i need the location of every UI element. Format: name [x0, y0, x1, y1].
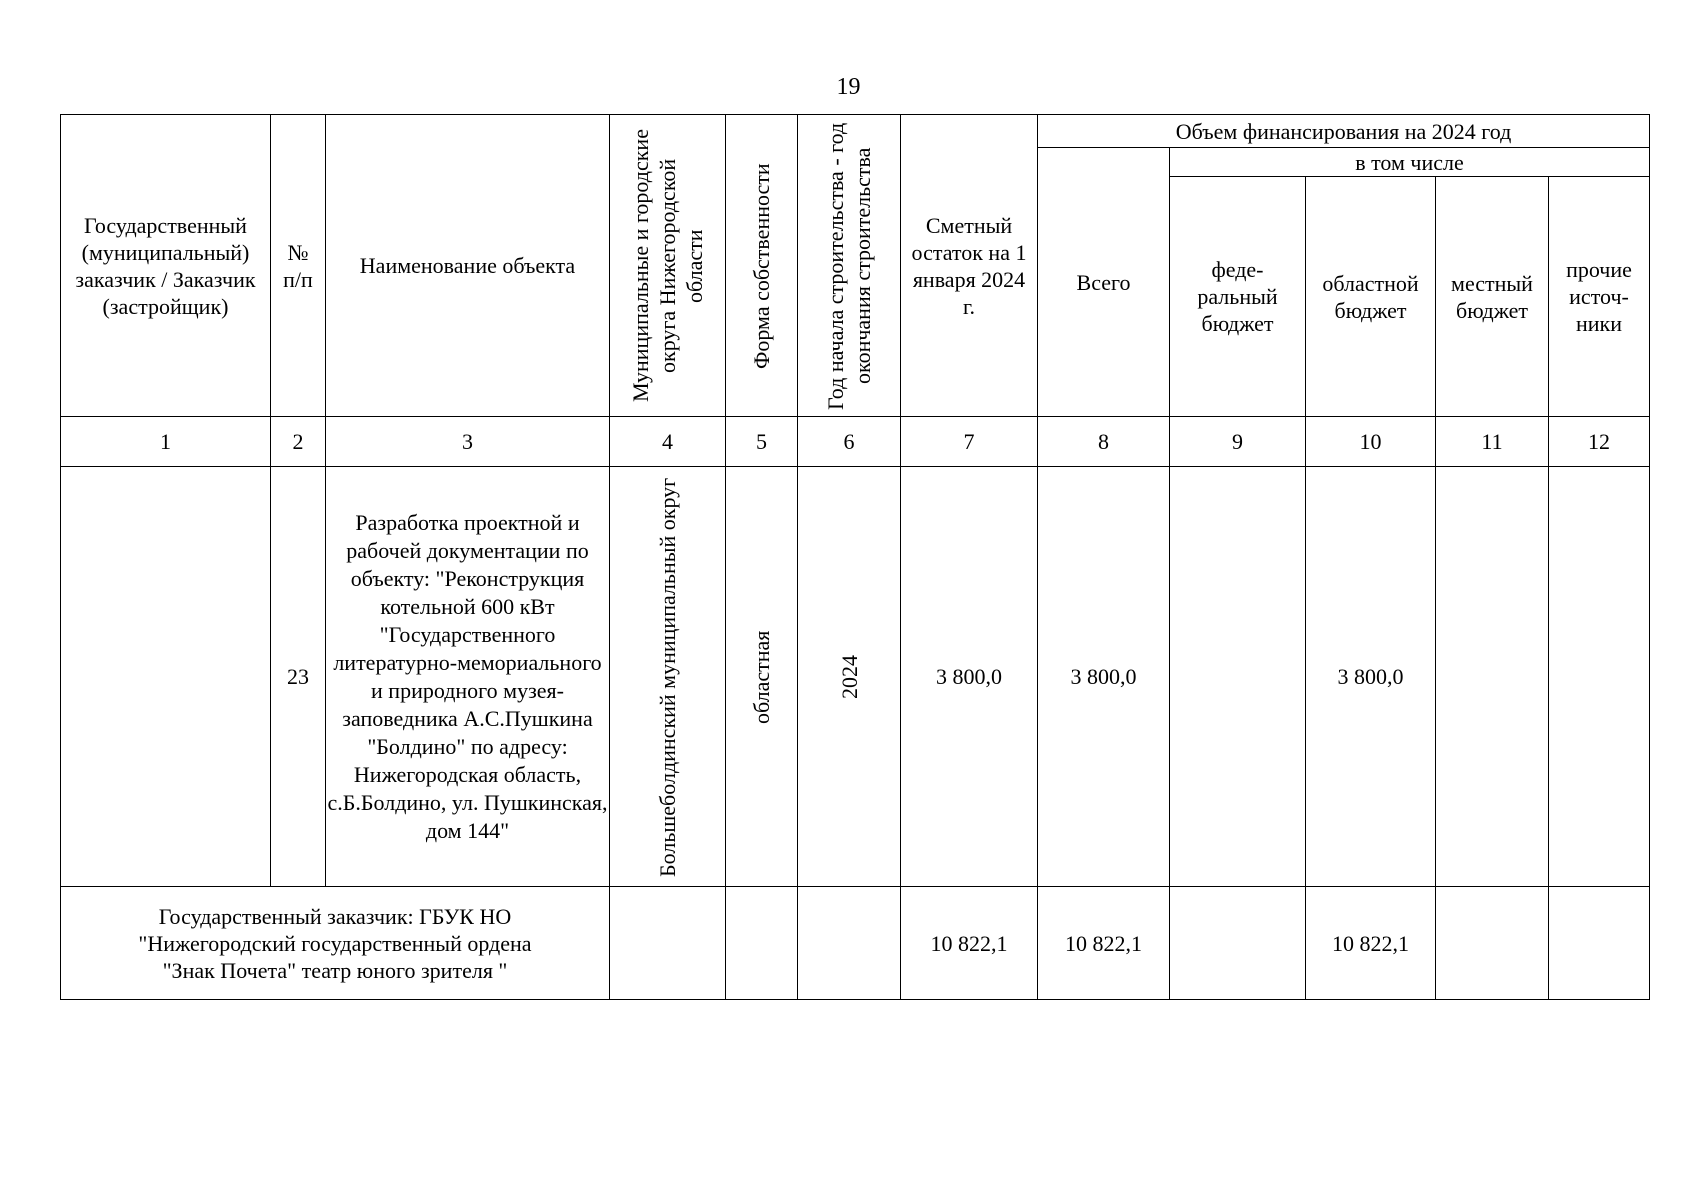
header-total: Всего [1038, 148, 1170, 417]
column-number: 4 [610, 417, 726, 467]
row-ownership-cell [726, 467, 798, 887]
page-number: 19 [836, 74, 861, 100]
summary-row [61, 887, 1650, 1000]
header-ownership: Форма собственности [749, 162, 774, 369]
row-regional: 3 800,0 [1306, 467, 1436, 887]
row-other [1549, 467, 1650, 887]
summary-label: Государственный заказчик: ГБУК НО "Нижегородский государственный ордена "Знак Почета" театр юного зрителя " [61, 887, 610, 1000]
column-number: 11 [1436, 417, 1549, 467]
column-number: 2 [271, 417, 326, 467]
header-num: № п/п [271, 115, 326, 417]
column-number: 1 [61, 417, 271, 467]
row-total: 3 800,0 [1038, 467, 1170, 887]
header-including: в том числе [1170, 148, 1650, 177]
row-years-cell [798, 467, 901, 887]
row-estimate-remainder: 3 800,0 [901, 467, 1038, 887]
header-financing-group: Объем финансирования на 2024 год [1038, 115, 1650, 148]
column-number: 10 [1306, 417, 1436, 467]
summary-other [1549, 887, 1650, 1000]
financing-table [60, 114, 1650, 1000]
summary-total: 10 822,1 [1038, 887, 1170, 1000]
row-federal [1170, 467, 1306, 887]
header-regional: областной бюджет [1306, 177, 1436, 417]
header-object-name: Наименование объекта [326, 115, 610, 417]
header-municipal: Муниципальные и городские округа Нижегородской области [628, 129, 707, 402]
column-number: 6 [798, 417, 901, 467]
column-number: 7 [901, 417, 1038, 467]
summary-estimate-remainder: 10 822,1 [901, 887, 1038, 1000]
header-municipal-cell [610, 115, 726, 417]
header-years: Год начала строительства - год окончания строительства [823, 121, 875, 410]
header-ownership-cell [726, 115, 798, 417]
table-row [61, 467, 1650, 887]
header-years-cell [798, 115, 901, 417]
column-number: 12 [1549, 417, 1650, 467]
row-municipal: Большеболдинский муниципальный округ [655, 476, 680, 877]
summary-municipal [610, 887, 726, 1000]
row-customer [61, 467, 271, 887]
header-other: прочие источ-ники [1549, 177, 1650, 417]
header-federal: феде-ральный бюджет [1170, 177, 1306, 417]
column-number: 5 [726, 417, 798, 467]
column-number-row [61, 417, 1650, 467]
column-number: 9 [1170, 417, 1306, 467]
row-num: 23 [271, 467, 326, 887]
row-years: 2024 [836, 654, 862, 699]
column-number: 8 [1038, 417, 1170, 467]
row-municipal-cell [610, 467, 726, 887]
header-estimate-remainder: Сметный остаток на 1 января 2024 г. [901, 115, 1038, 417]
summary-years [798, 887, 901, 1000]
row-object-name-cell [326, 467, 610, 887]
row-local [1436, 467, 1549, 887]
summary-federal [1170, 887, 1306, 1000]
row-ownership: областная [749, 629, 774, 724]
row-object-name: Разработка проектной и рабочей документации по объекту: "Реконструкция котельной 600 кВт "Государственного литературно-мемориального и природного музея-заповедника А.С.Пушкина "Болдино" по адресу: Нижегородская область, с.Б.Болдино, ул. Пушкинская, дом 144" [327, 509, 608, 843]
header-customer: Государственный (муниципальный) заказчик / Заказчик (застройщик) [61, 115, 271, 417]
summary-ownership [726, 887, 798, 1000]
column-number: 3 [326, 417, 610, 467]
summary-local [1436, 887, 1549, 1000]
summary-regional: 10 822,1 [1306, 887, 1436, 1000]
header-local: местный бюджет [1436, 177, 1549, 417]
